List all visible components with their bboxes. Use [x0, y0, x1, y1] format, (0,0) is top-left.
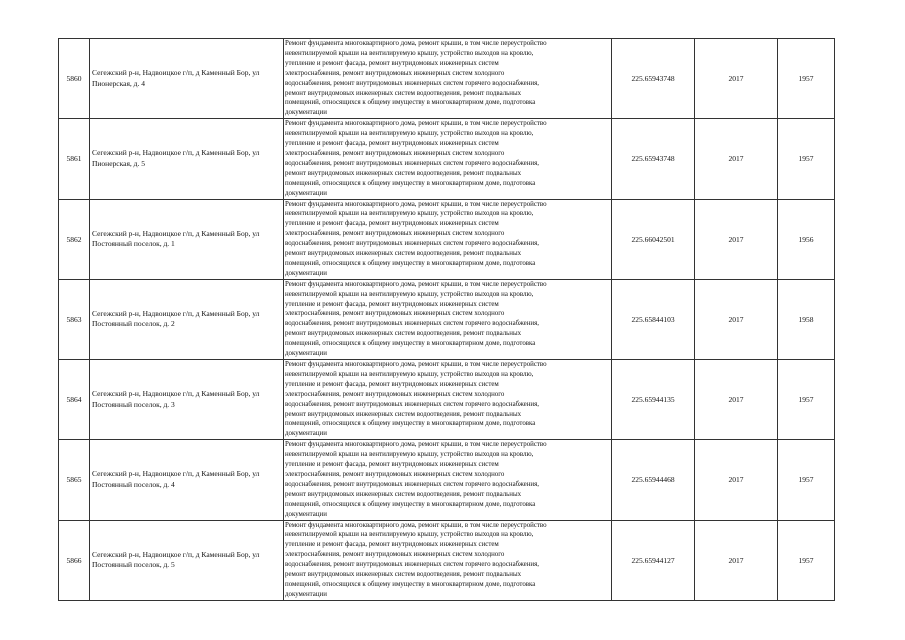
row-number: 5862 — [59, 199, 90, 279]
row-number: 5865 — [59, 440, 90, 520]
table-row — [59, 279, 835, 359]
table-row — [59, 360, 835, 440]
cost-cell: 225.65943748 — [612, 39, 695, 119]
address-cell: Сегежский р-н, Надвоицкое г/п, д Каменный Бор, ул Постоянный поселок, д. 4 — [90, 440, 284, 520]
works-cell: Ремонт фундамента многоквартирного дома, ремонт крыши, в том числе переустройство невентилируемой крыши на вентилируемую крышу, устройство выходов на кровлю, утепление и ремонт фасада, ремонт внутридомовых инженерных систем электроснабжения, ремонт внутридомовых инженерных систем холодного водоснабжения, ремонт внутридомовых инженерных систем горячего водоснабжения, ремонт внутридомовых инженерных систем водоотведения, ремонт подвальных помещений, относящихся к общему имуществу в многоквартирном доме, подготовка документации — [284, 119, 612, 199]
built-year-cell: 1956 — [778, 199, 835, 279]
cost-cell: 225.65944135 — [612, 360, 695, 440]
cost-cell: 225.65844103 — [612, 279, 695, 359]
address-cell: Сегежский р-н, Надвоицкое г/п, д Каменный Бор, ул Пионерская, д. 4 — [90, 39, 284, 119]
works-cell: Ремонт фундамента многоквартирного дома, ремонт крыши, в том числе переустройство невентилируемой крыши на вентилируемую крышу, устройство выходов на кровлю, утепление и ремонт фасада, ремонт внутридомовых инженерных систем электроснабжения, ремонт внутридомовых инженерных систем холодного водоснабжения, ремонт внутридомовых инженерных систем горячего водоснабжения, ремонт внутридомовых инженерных систем водоотведения, ремонт подвальных помещений, относящихся к общему имуществу в многоквартирном доме, подготовка документации — [284, 279, 612, 359]
row-number: 5863 — [59, 279, 90, 359]
built-year-cell: 1957 — [778, 39, 835, 119]
row-number: 5866 — [59, 520, 90, 600]
year-cell: 2017 — [695, 199, 778, 279]
address-cell: Сегежский р-н, Надвоицкое г/п, д Каменный Бор, ул Постоянный поселок, д. 2 — [90, 279, 284, 359]
table-row — [59, 39, 835, 119]
row-number: 5861 — [59, 119, 90, 199]
built-year-cell: 1957 — [778, 440, 835, 520]
address-cell: Сегежский р-н, Надвоицкое г/п, д Каменный Бор, ул Постоянный поселок, д. 3 — [90, 360, 284, 440]
cost-cell: 225.66042501 — [612, 199, 695, 279]
year-cell: 2017 — [695, 440, 778, 520]
row-number: 5864 — [59, 360, 90, 440]
works-cell: Ремонт фундамента многоквартирного дома, ремонт крыши, в том числе переустройство невентилируемой крыши на вентилируемую крышу, устройство выходов на кровлю, утепление и ремонт фасада, ремонт внутридомовых инженерных систем электроснабжения, ремонт внутридомовых инженерных систем холодного водоснабжения, ремонт внутридомовых инженерных систем горячего водоснабжения, ремонт внутридомовых инженерных систем водоотведения, ремонт подвальных помещений, относящихся к общему имуществу в многоквартирном доме, подготовка документации — [284, 360, 612, 440]
cost-cell: 225.65944127 — [612, 520, 695, 600]
year-cell: 2017 — [695, 279, 778, 359]
year-cell: 2017 — [695, 360, 778, 440]
works-cell: Ремонт фундамента многоквартирного дома, ремонт крыши, в том числе переустройство невентилируемой крыши на вентилируемую крышу, устройство выходов на кровлю, утепление и ремонт фасада, ремонт внутридомовых инженерных систем электроснабжения, ремонт внутридомовых инженерных систем холодного водоснабжения, ремонт внутридомовых инженерных систем горячего водоснабжения, ремонт внутридомовых инженерных систем водоотведения, ремонт подвальных помещений, относящихся к общему имуществу в многоквартирном доме, подготовка документации — [284, 440, 612, 520]
registry-table — [58, 38, 835, 601]
works-cell: Ремонт фундамента многоквартирного дома, ремонт крыши, в том числе переустройство невентилируемой крыши на вентилируемую крышу, устройство выходов на кровлю, утепление и ремонт фасада, ремонт внутридомовых инженерных систем электроснабжения, ремонт внутридомовых инженерных систем холодного водоснабжения, ремонт внутридомовых инженерных систем горячего водоснабжения, ремонт внутридомовых инженерных систем водоотведения, ремонт подвальных помещений, относящихся к общему имуществу в многоквартирном доме, подготовка документации — [284, 199, 612, 279]
works-cell: Ремонт фундамента многоквартирного дома, ремонт крыши, в том числе переустройство невентилируемой крыши на вентилируемую крышу, устройство выходов на кровлю, утепление и ремонт фасада, ремонт внутридомовых инженерных систем электроснабжения, ремонт внутридомовых инженерных систем холодного водоснабжения, ремонт внутридомовых инженерных систем горячего водоснабжения, ремонт внутридомовых инженерных систем водоотведения, ремонт подвальных помещений, относящихся к общему имуществу в многоквартирном доме, подготовка документации — [284, 39, 612, 119]
address-cell: Сегежский р-н, Надвоицкое г/п, д Каменный Бор, ул Постоянный поселок, д. 1 — [90, 199, 284, 279]
built-year-cell: 1958 — [778, 279, 835, 359]
table-row — [59, 119, 835, 199]
table-row — [59, 440, 835, 520]
works-cell: Ремонт фундамента многоквартирного дома, ремонт крыши, в том числе переустройство невентилируемой крыши на вентилируемую крышу, устройство выходов на кровлю, утепление и ремонт фасада, ремонт внутридомовых инженерных систем электроснабжения, ремонт внутридомовых инженерных систем холодного водоснабжения, ремонт внутридомовых инженерных систем горячего водоснабжения, ремонт внутридомовых инженерных систем водоотведения, ремонт подвальных помещений, относящихся к общему имуществу в многоквартирном доме, подготовка документации — [284, 520, 612, 600]
cost-cell: 225.65944468 — [612, 440, 695, 520]
row-number: 5860 — [59, 39, 90, 119]
built-year-cell: 1957 — [778, 119, 835, 199]
year-cell: 2017 — [695, 119, 778, 199]
address-cell: Сегежский р-н, Надвоицкое г/п, д Каменный Бор, ул Пионерская, д. 5 — [90, 119, 284, 199]
year-cell: 2017 — [695, 520, 778, 600]
address-cell: Сегежский р-н, Надвоицкое г/п, д Каменный Бор, ул Постоянный поселок, д. 5 — [90, 520, 284, 600]
built-year-cell: 1957 — [778, 360, 835, 440]
year-cell: 2017 — [695, 39, 778, 119]
table-row — [59, 520, 835, 600]
cost-cell: 225.65943748 — [612, 119, 695, 199]
table-row — [59, 199, 835, 279]
built-year-cell: 1957 — [778, 520, 835, 600]
